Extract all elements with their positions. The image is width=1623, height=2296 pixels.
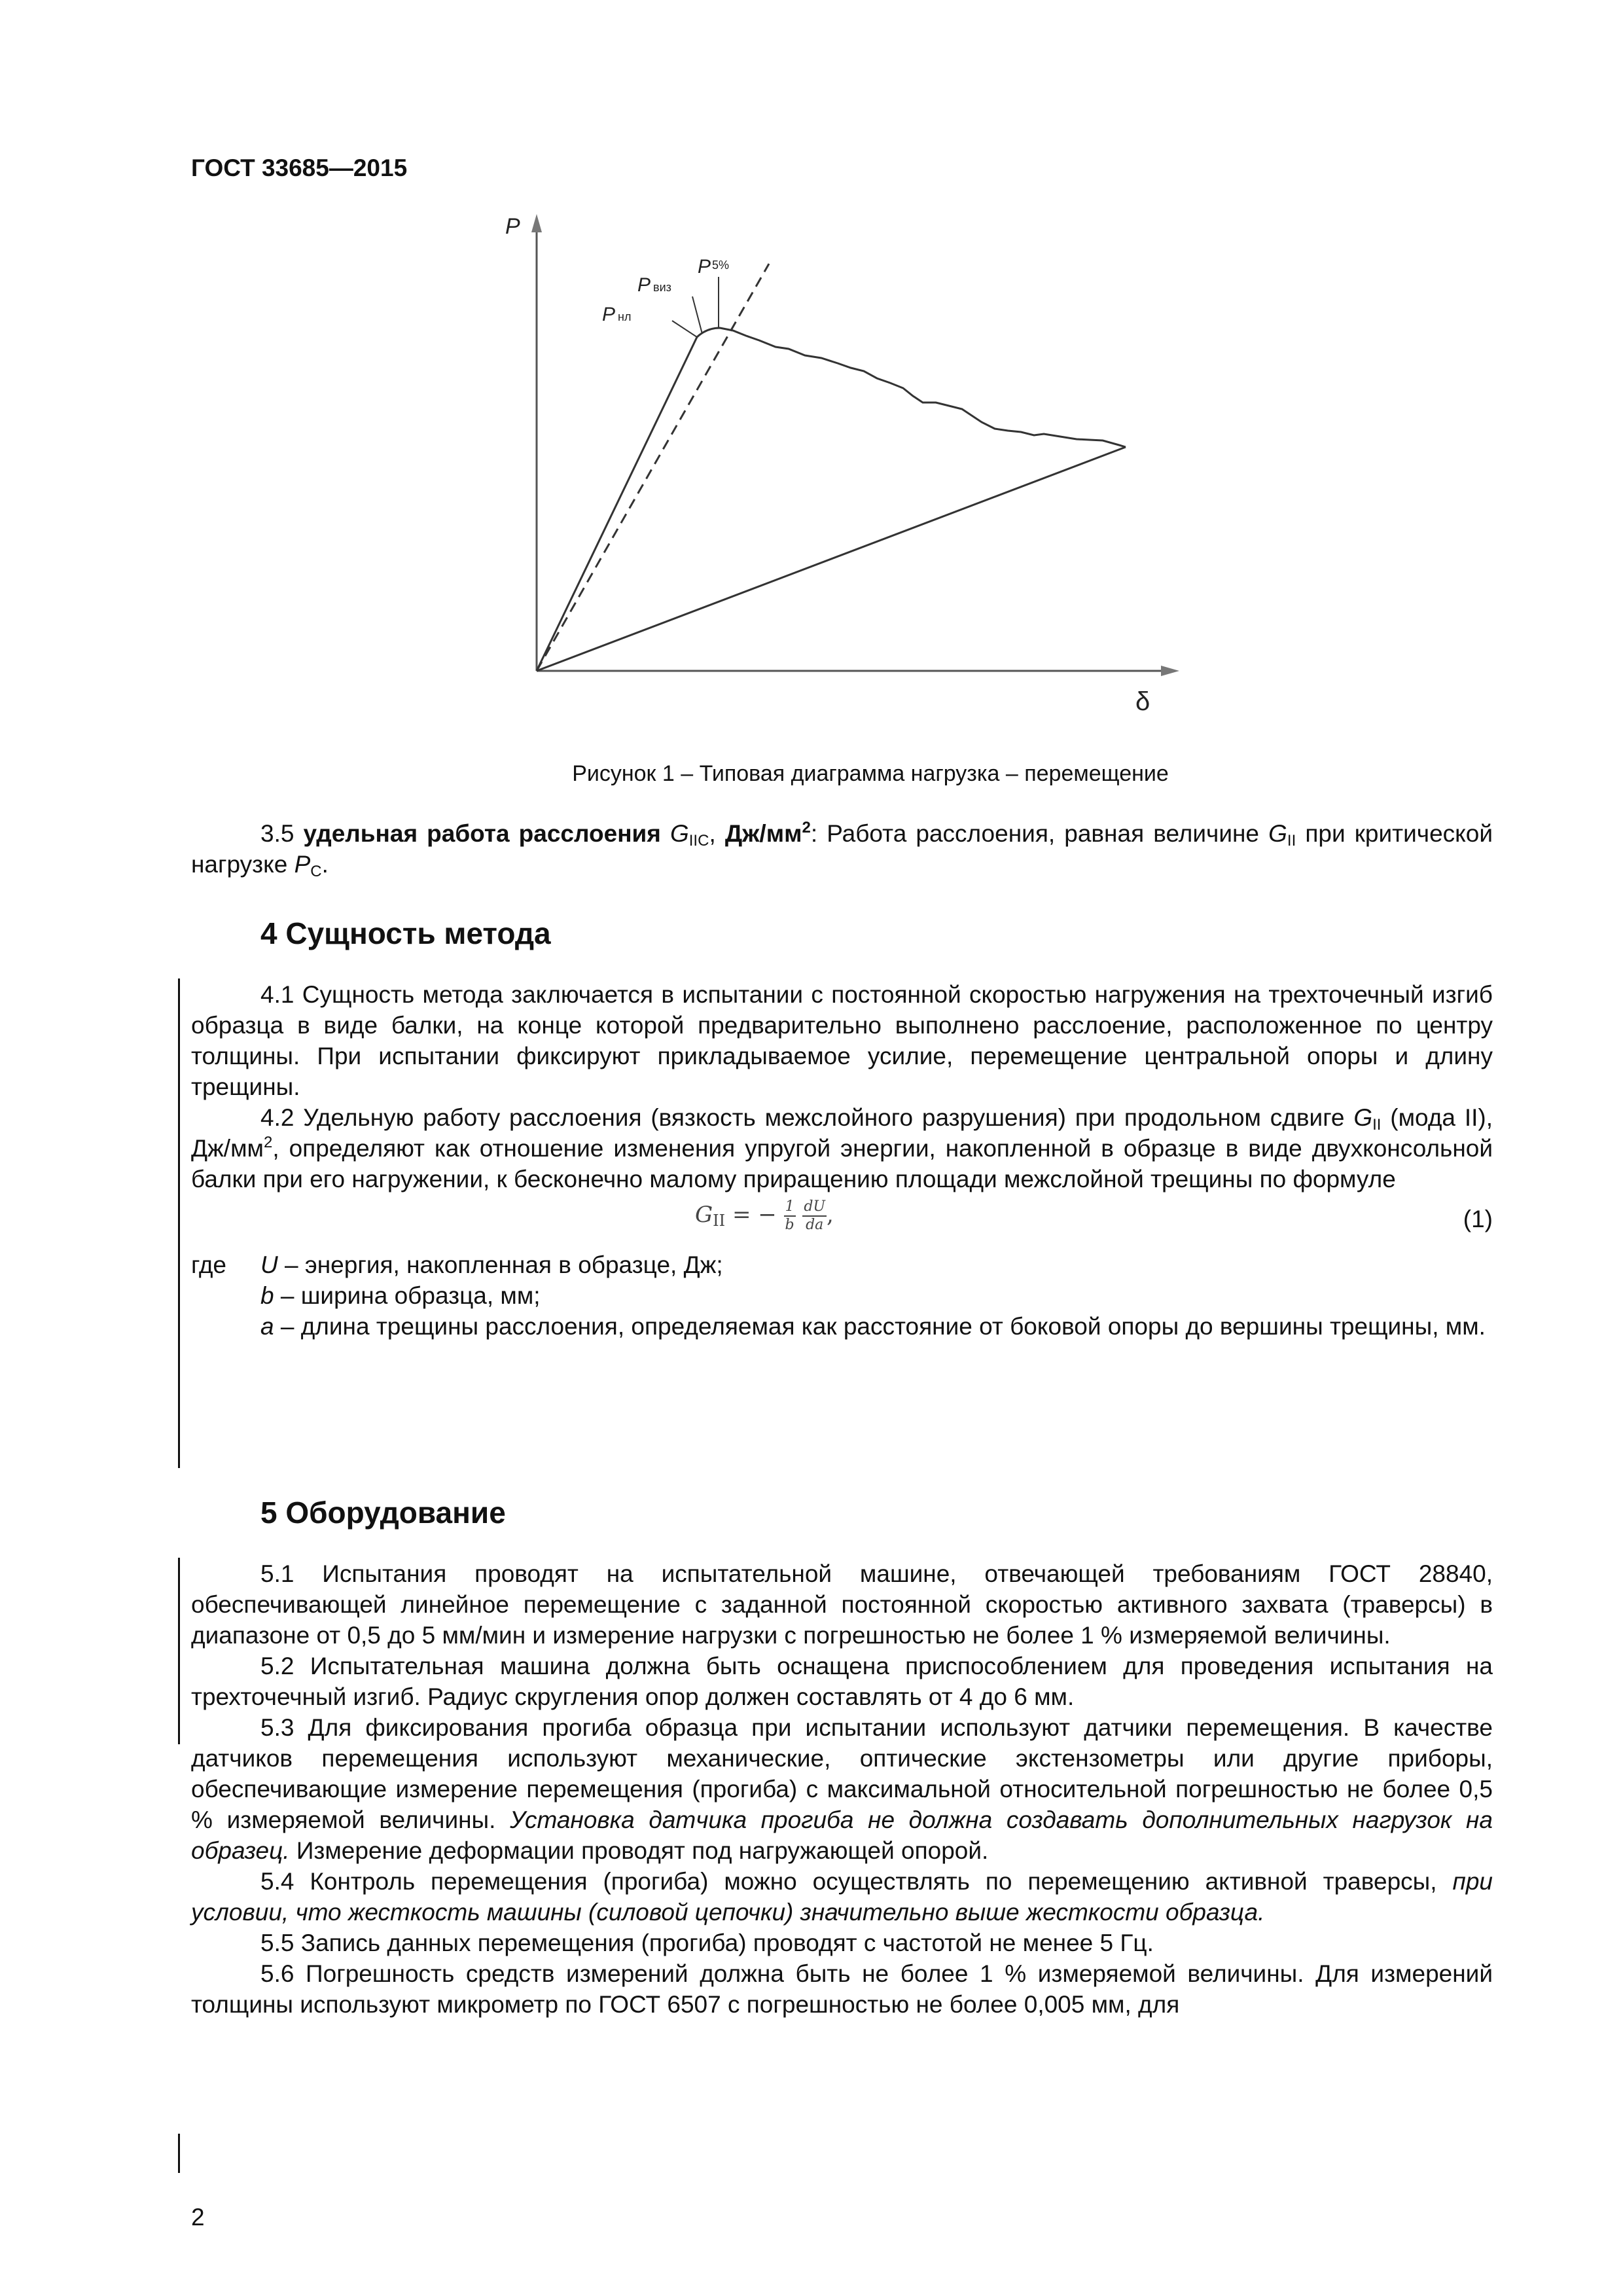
- where-label: где: [191, 1251, 227, 1278]
- section-4-body: [191, 979, 1493, 1342]
- paragraph-5-2: 5.2 Испытательная машина должна быть оснащена приспособлением для проведения испытания на трехточечный изгиб. Радиус скругления опор должен составлять от 4 до 6 мм.: [191, 1653, 1493, 1710]
- section-3-5: [191, 818, 1493, 880]
- paragraph-5-4: 5.4 Контроль перемещения (прогиба) можно осуществлять по перемещению активной траверсы, при условии, что жесткость машины (силовой цепочки) значительно выше жесткости образца.: [191, 1868, 1493, 1926]
- where-u-row: [191, 1249, 1493, 1280]
- paragraph-5-3: 5.3 Для фиксирования прогиба образца при испытании используют датчики перемещения. В качестве датчиков перемещения используют механические, оптические экстензометры или другие приборы, обеспечивающие измерение перемещения (прогиба) с максимальной относительной погрешностью не более 0,5 % измеряемой величины. Установка датчика прогиба не должна создавать дополнительных нагрузок на образец. Измерение деформации проводят под нагружающей опорой.: [191, 1714, 1493, 1864]
- change-bar-section-4: [178, 978, 180, 1468]
- page-number: 2: [191, 2204, 205, 2231]
- document-header: ГОСТ 33685—2015: [191, 154, 408, 181]
- unloading-line: [537, 447, 1126, 671]
- y-axis-arrow: [531, 214, 542, 232]
- leader-p-viz: [692, 296, 702, 334]
- formula-1: $G_{II}$ = − $\frac{1}{b}$ $\frac{dU}{da}$ ,: [695, 1198, 834, 1233]
- where-a: a – длина трещины расслоения, определяемая как расстояние от боковой опоры до вершины трещины, мм.: [260, 1313, 1486, 1340]
- section-5-heading-block: [191, 1494, 1493, 1531]
- leader-p-nl: [672, 321, 697, 337]
- section-5-body: [191, 1558, 1493, 2020]
- paragraph-5-1: 5.1 Испытания проводят на испытательной машине, отвечающей требованиям ГОСТ 28840, обеспечивающей линейное перемещение с заданной постоянной скоростью активного захвата (траверсы) в диапазоне от 0,5 до 5 мм/мин и измерение нагрузки с погрешностью не более 1 % измеряемой величины.: [191, 1560, 1493, 1649]
- formula-1-row: [191, 1194, 1493, 1249]
- fraction-1-over-b: $\frac{1}{b}$: [785, 1198, 794, 1233]
- change-bar-section-5-6: [178, 2134, 180, 2173]
- paragraph-4-2: 4.2 Удельную работу расслоения (вязкость межслойного разрушения) при продольном сдвиге $G_{II}$ (мода II), $Дж/мм^2$, определяют как отношение изменения упругой энергии, накопленной в образце в виде двухконсольной балки при его нагружении, к бесконечно малому приращению площади межслойной трещины по формуле: [191, 1104, 1493, 1193]
- section-4-heading-block: [191, 915, 1493, 952]
- where-u: U – энергия, накопленная в образце, Дж;: [260, 1251, 723, 1278]
- label-p-nl: Pнл: [602, 304, 632, 325]
- label-p-5: P $^{5\%}$: [698, 256, 730, 278]
- offset-5-percent-line: [537, 264, 769, 671]
- load-curve: [537, 328, 1126, 671]
- formula-number: (1): [1463, 1206, 1493, 1232]
- where-b: b – ширина образца, мм;: [260, 1282, 541, 1309]
- x-axis-arrow: [1161, 666, 1179, 676]
- load-displacement-figure: [484, 206, 1204, 730]
- section-4-heading: 4 Сущность метода: [260, 916, 551, 950]
- change-bar-section-5: [178, 1558, 180, 1744]
- label-p-viz: Pвиз: [637, 274, 671, 296]
- paragraph-4-1: 4.1 Сущность метода заключается в испытании с постоянной скоростью нагружения на трехточечный изгиб образца в виде балки, на конце которой предварительно выполнено расслоение, расположенное по центру толщины. При испытании фиксируют прикладываемое усилие, перемещение центральной опоры и длину трещины.: [191, 981, 1493, 1100]
- definition-3-5: 3.5 удельная работа расслоения $G_{IIC}$, $Дж/мм^2$: Работа расслоения, равная величине $G_{II}$ при критической нагрузке $P_C$.: [191, 819, 1493, 880]
- paragraph-5-5: 5.5 Запись данных перемещения (прогиба) проводят с частотой не менее 5 Гц.: [260, 1929, 1154, 1956]
- figure-caption: Рисунок 1 – Типовая диаграмма нагрузка – перемещение: [572, 761, 1169, 786]
- fraction-du-da: $\frac{dU}{da}$: [804, 1198, 825, 1233]
- section-5-heading: 5 Оборудование: [260, 1496, 506, 1530]
- y-axis-label: P: [505, 214, 520, 239]
- paragraph-5-6: 5.6 Погрешность средств измерений должна быть не более 1 % измеряемой величины. Для измерений толщины используют микрометр по ГОСТ 6507 с погрешностью не более 0,005 мм, для: [191, 1960, 1493, 2018]
- x-axis-label: δ: [1135, 687, 1150, 716]
